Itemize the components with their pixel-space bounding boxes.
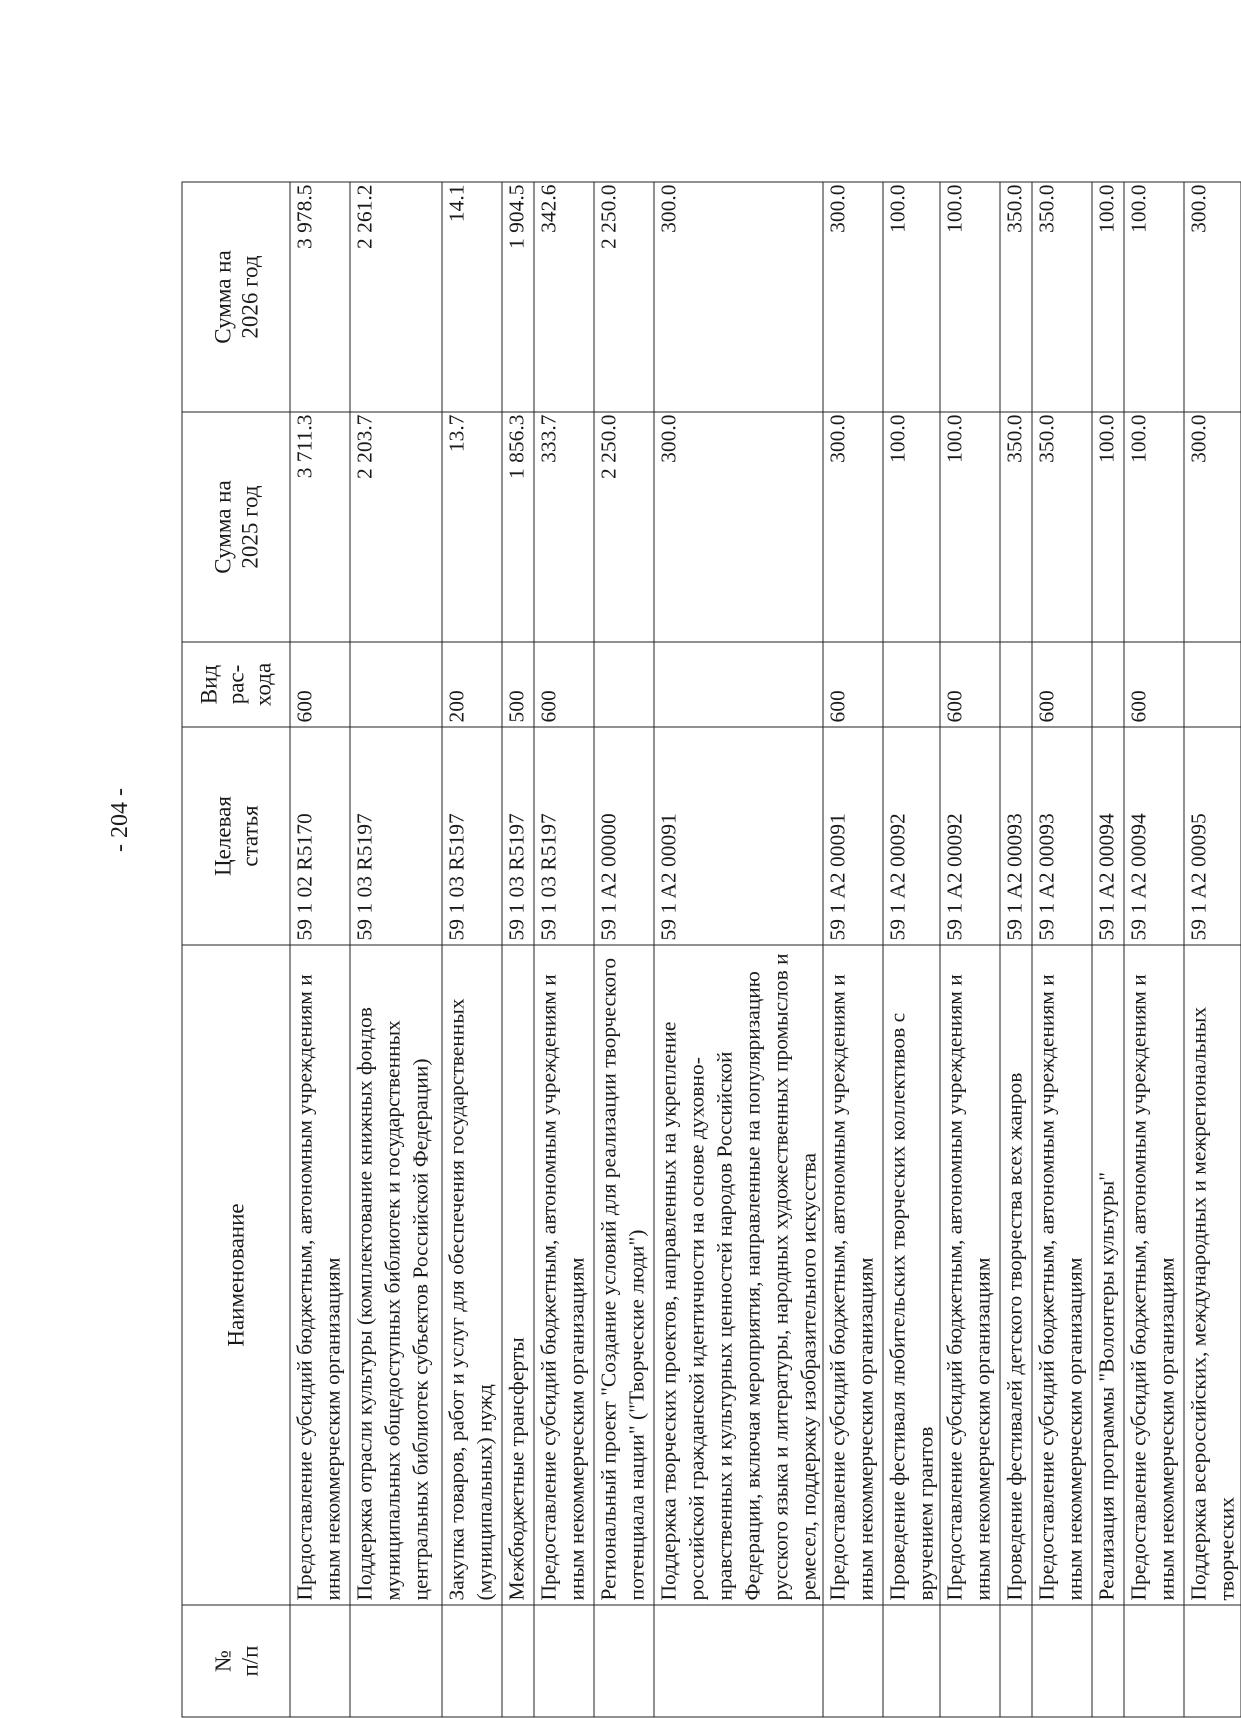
row-expense-cell: 600 — [940, 642, 1000, 727]
row-sum2026-cell: 100.0 — [940, 182, 1000, 412]
row-name-cell: Предоставление субсидий бюджетным, автономным учреждениям и иным некоммерческим организациям — [1124, 945, 1184, 1605]
table-row — [940, 182, 1000, 1717]
row-name-cell: Проведение фестиваля любительских творческих коллективов с вручением грантов — [883, 945, 940, 1605]
table-row — [1184, 182, 1241, 1717]
row-target-cell: 59 1 A2 00092 — [940, 727, 1000, 945]
row-num-cell — [1184, 1605, 1241, 1717]
row-sum2025-cell: 100.0 — [883, 412, 940, 642]
row-num-cell — [594, 1605, 654, 1717]
table-row — [1000, 182, 1032, 1717]
row-sum2026-cell: 300.0 — [654, 182, 823, 412]
row-sum2025-cell: 350.0 — [1000, 412, 1032, 642]
row-sum2025-cell: 300.0 — [654, 412, 823, 642]
row-sum2026-cell: 300.0 — [1184, 182, 1241, 412]
row-name-cell: Межбюджетные трансферты — [502, 945, 534, 1605]
row-expense-cell: 200 — [442, 642, 502, 727]
row-sum2026-cell: 100.0 — [1092, 182, 1124, 412]
row-name-cell: Поддержка отрасли культуры (комплектование книжных фондов муниципальных общедоступных библиотек и государственных центральных библиотек субъектов Российской Федерации) — [350, 945, 442, 1605]
table-row — [534, 182, 594, 1717]
table-body — [290, 182, 1241, 1717]
row-sum2026-cell: 350.0 — [1000, 182, 1032, 412]
row-expense-cell — [594, 642, 654, 727]
header-name: Наименование — [182, 945, 290, 1605]
row-sum2026-cell: 342.6 — [534, 182, 594, 412]
row-sum2026-cell: 100.0 — [883, 182, 940, 412]
header-sum2025: Сумма на 2025 год — [182, 412, 290, 642]
row-expense-cell — [1184, 642, 1241, 727]
row-sum2026-cell: 350.0 — [1032, 182, 1092, 412]
row-target-cell: 59 1 A2 00091 — [654, 727, 823, 945]
row-sum2026-cell: 1 904.5 — [502, 182, 534, 412]
row-sum2025-cell: 1 856.3 — [502, 412, 534, 642]
row-num-cell — [940, 1605, 1000, 1717]
row-target-cell: 59 1 03 R5197 — [442, 727, 502, 945]
row-name-cell: Предоставление субсидий бюджетным, автономным учреждениям и иным некоммерческим организациям — [940, 945, 1000, 1605]
row-expense-cell — [654, 642, 823, 727]
row-expense-cell: 600 — [1032, 642, 1092, 727]
header-num: № п/п — [182, 1605, 290, 1717]
row-target-cell: 59 1 03 R5197 — [534, 727, 594, 945]
header-sum2026: Сумма на 2026 год — [182, 182, 290, 412]
row-sum2026-cell: 2 250.0 — [594, 182, 654, 412]
row-sum2025-cell: 100.0 — [940, 412, 1000, 642]
row-num-cell — [1000, 1605, 1032, 1717]
table-row — [1092, 182, 1124, 1717]
header-expense: Вид рас- хода — [182, 642, 290, 727]
row-sum2026-cell: 100.0 — [1124, 182, 1184, 412]
row-sum2025-cell: 333.7 — [534, 412, 594, 642]
row-name-cell: Проведение фестивалей детского творчества всех жанров — [1000, 945, 1032, 1605]
row-expense-cell — [1092, 642, 1124, 727]
row-name-cell: Предоставление субсидий бюджетным, автономным учреждениям и иным некоммерческим организациям — [290, 945, 350, 1605]
row-target-cell: 59 1 A2 00092 — [883, 727, 940, 945]
row-sum2025-cell: 2 203.7 — [350, 412, 442, 642]
row-name-cell: Предоставление субсидий бюджетным, автономным учреждениям и иным некоммерческим организациям — [534, 945, 594, 1605]
row-name-cell: Предоставление субсидий бюджетным, автономным учреждениям и иным некоммерческим организациям — [823, 945, 883, 1605]
table-row — [654, 182, 823, 1717]
row-expense-cell: 600 — [534, 642, 594, 727]
row-num-cell — [823, 1605, 883, 1717]
row-target-cell: 59 1 A2 00093 — [1000, 727, 1032, 945]
row-sum2025-cell: 13.7 — [442, 412, 502, 642]
row-num-cell — [290, 1605, 350, 1717]
row-target-cell: 59 1 A2 00000 — [594, 727, 654, 945]
row-sum2025-cell: 300.0 — [1184, 412, 1241, 642]
row-sum2026-cell: 300.0 — [823, 182, 883, 412]
row-num-cell — [350, 1605, 442, 1717]
table-row — [442, 182, 502, 1717]
row-name-cell: Предоставление субсидий бюджетным, автономным учреждениям и иным некоммерческим организациям — [1032, 945, 1092, 1605]
row-sum2026-cell: 14.1 — [442, 182, 502, 412]
row-sum2025-cell: 2 250.0 — [594, 412, 654, 642]
row-sum2025-cell: 100.0 — [1124, 412, 1184, 642]
row-num-cell — [1032, 1605, 1092, 1717]
row-target-cell: 59 1 A2 00095 — [1184, 727, 1241, 945]
row-num-cell — [442, 1605, 502, 1717]
row-num-cell — [502, 1605, 534, 1717]
row-sum2026-cell: 3 978.5 — [290, 182, 350, 412]
table-row — [823, 182, 883, 1717]
budget-table-rotated — [181, 183, 1238, 1718]
row-expense-cell: 600 — [1124, 642, 1184, 727]
table-row — [883, 182, 940, 1717]
header-target: Целевая статья — [182, 727, 290, 945]
table-header-row — [182, 182, 290, 1717]
row-num-cell — [1092, 1605, 1124, 1717]
row-name-cell: Региональный проект "Создание условий для реализации творческого потенциала нации" ("Творческие люди") — [594, 945, 654, 1605]
row-target-cell: 59 1 A2 00094 — [1092, 727, 1124, 945]
row-target-cell: 59 1 A2 00091 — [823, 727, 883, 945]
table-row — [350, 182, 442, 1717]
page-number: - 204 - — [106, 788, 133, 852]
table-row — [1124, 182, 1184, 1717]
row-sum2026-cell: 2 261.2 — [350, 182, 442, 412]
row-num-cell — [1124, 1605, 1184, 1717]
row-name-cell: Реализация программы "Волонтеры культуры" — [1092, 945, 1124, 1605]
row-expense-cell: 600 — [823, 642, 883, 727]
row-sum2025-cell: 300.0 — [823, 412, 883, 642]
row-sum2025-cell: 100.0 — [1092, 412, 1124, 642]
budget-table — [181, 182, 1241, 1718]
row-num-cell — [883, 1605, 940, 1717]
table-row — [1032, 182, 1092, 1717]
row-name-cell: Поддержка творческих проектов, направленных на укрепление российской гражданской идентичности на основе духовно-нравственных и культурных ценностей народов Российской Федерации, включая мероприятия, направленные на популяризацию русского языка и литературы, народных художественных промыслов и ремесел, поддержку изобразительного искусства — [654, 945, 823, 1605]
row-expense-cell: 500 — [502, 642, 534, 727]
row-expense-cell — [1000, 642, 1032, 727]
row-target-cell: 59 1 03 R5197 — [350, 727, 442, 945]
row-target-cell: 59 1 A2 00094 — [1124, 727, 1184, 945]
table-row — [290, 182, 350, 1717]
table-row — [594, 182, 654, 1717]
row-num-cell — [534, 1605, 594, 1717]
row-num-cell — [654, 1605, 823, 1717]
row-expense-cell — [350, 642, 442, 727]
row-sum2025-cell: 350.0 — [1032, 412, 1092, 642]
row-expense-cell — [883, 642, 940, 727]
row-target-cell: 59 1 02 R5170 — [290, 727, 350, 945]
table-row — [502, 182, 534, 1717]
row-target-cell: 59 1 03 R5197 — [502, 727, 534, 945]
row-name-cell: Поддержка всероссийских, международных и межрегиональных творческих — [1184, 945, 1241, 1605]
row-target-cell: 59 1 A2 00093 — [1032, 727, 1092, 945]
row-sum2025-cell: 3 711.3 — [290, 412, 350, 642]
row-expense-cell: 600 — [290, 642, 350, 727]
row-name-cell: Закупка товаров, работ и услуг для обеспечения государственных (муниципальных) нужд — [442, 945, 502, 1605]
